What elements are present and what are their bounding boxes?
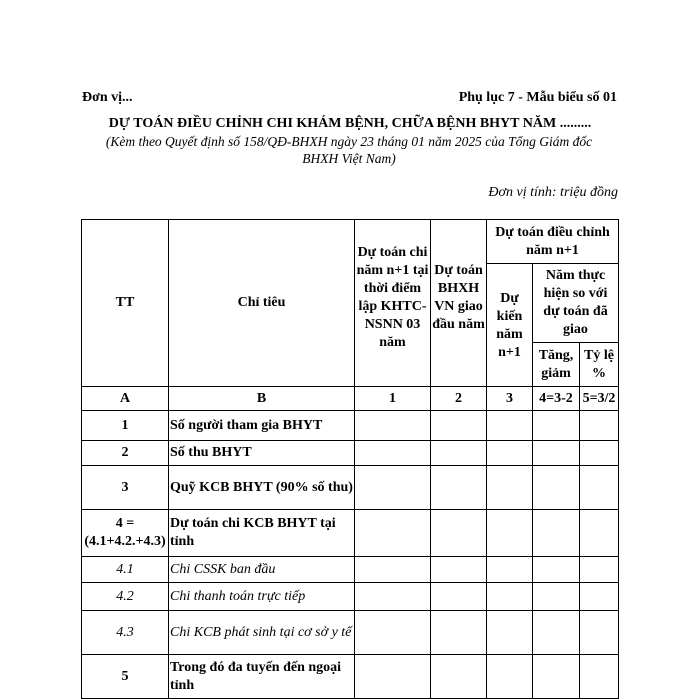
row-name: Số người tham gia BHYT (169, 411, 355, 441)
table-row (82, 466, 619, 510)
row-number: 4.3 (82, 611, 169, 655)
table-row (82, 557, 619, 583)
table-row (82, 510, 619, 557)
row-number: 3 (82, 466, 169, 510)
document-title: DỰ TOÁN ĐIỀU CHỈNH CHI KHÁM BỆNH, CHỮA BỆNH BHYT NĂM ......... (108, 116, 592, 131)
header-comparison: Năm thực hiện so với dự toán đã giao (533, 264, 619, 343)
label-cell: A (82, 387, 169, 411)
table-row (82, 411, 619, 441)
row-number: 2 (82, 441, 169, 466)
header-planned-budget: Dự toán chi năm n+1 tại thời điểm lập KHTC-NSNN 03 năm (355, 220, 431, 387)
label-cell: 4=3-2 (533, 387, 580, 411)
table-row (82, 441, 619, 466)
header-assigned-budget: Dự toán BHXH VN giao đầu năm (431, 220, 487, 387)
appendix-label: Phụ lục 7 - Mẫu biểu số 01 (458, 90, 617, 105)
label-cell: 5=3/2 (580, 387, 619, 411)
row-name: Quỹ KCB BHYT (90% số thu) (169, 466, 355, 510)
row-name: Dự toán chi KCB BHYT tại tỉnh (169, 510, 355, 557)
row-name: Chi CSSK ban đầu (169, 557, 355, 583)
currency-unit: Đơn vị tính: triệu đồng (488, 185, 618, 200)
header-adjusted-group: Dự toán điều chỉnh năm n+1 (487, 220, 619, 264)
label-cell: 2 (431, 387, 487, 411)
row-name: Số thu BHYT (169, 441, 355, 466)
row-number: 1 (82, 411, 169, 441)
label-cell: B (169, 387, 355, 411)
row-number: 4.1 (82, 557, 169, 583)
row-number: 5 (82, 655, 169, 699)
row-number: 4.2 (82, 583, 169, 611)
row-name: Trong đó đa tuyến đến ngoại tỉnh (169, 655, 355, 699)
header-change: Tăng, giảm (533, 343, 580, 387)
row-name: Chi KCB phát sinh tại cơ sở y tế (169, 611, 355, 655)
table-row (82, 611, 619, 655)
table-row (82, 583, 619, 611)
row-number: 4 = (4.1+4.2.+4.3) (82, 510, 169, 557)
unit-label: Đơn vị... (82, 90, 133, 105)
header-chi-tieu: Chỉ tiêu (169, 220, 355, 387)
document-subtitle: (Kèm theo Quyết định số 158/QĐ-BHXH ngày 23 tháng 01 năm 2025 của Tổng Giám đốc BHXH Việt Nam) (105, 134, 593, 166)
header-estimate: Dự kiến năm n+1 (487, 264, 533, 387)
header-ratio: Tỷ lệ % (580, 343, 619, 387)
label-cell: 1 (355, 387, 431, 411)
row-name: Chi thanh toán trực tiếp (169, 583, 355, 611)
header-tt: TT (82, 220, 169, 387)
budget-table (81, 219, 619, 699)
table-row (82, 655, 619, 699)
label-cell: 3 (487, 387, 533, 411)
